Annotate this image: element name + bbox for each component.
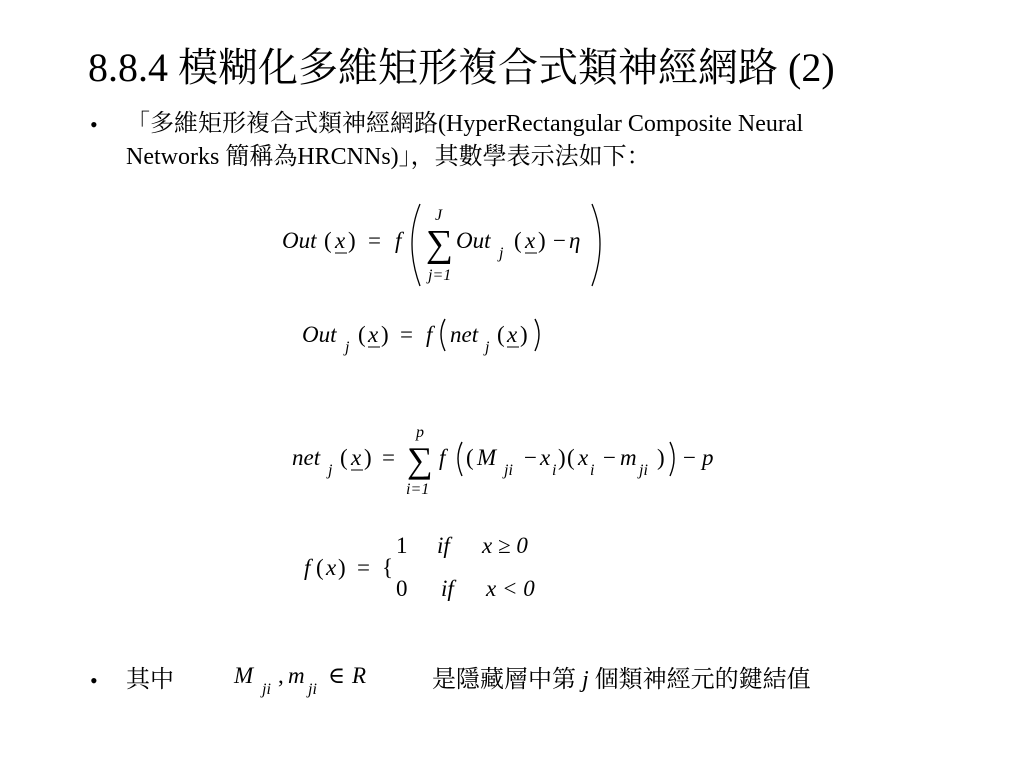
eq5-in: ∈ [328, 663, 346, 688]
eq4-brace: { [382, 555, 394, 580]
eq2-out: Out [302, 322, 337, 347]
eq5-M-sub: ji [262, 681, 271, 698]
eq4-case2-cond: x < 0 [486, 576, 535, 601]
equation-out-sum [280, 198, 620, 293]
bullet-paragraph-1 [126, 108, 938, 174]
bullet-2-prefix: 其中 [126, 667, 174, 693]
equation-out-net [300, 312, 560, 362]
eq1-big-paren-right [592, 204, 600, 286]
equation-net-sum [290, 422, 750, 502]
eq1-inner-sub: j [499, 245, 504, 262]
eq4-case2-value: 0 [396, 576, 408, 601]
eq2-paren-open: ( [358, 322, 366, 347]
eq4-case2-if: if [441, 576, 454, 601]
eq5-m: m [288, 663, 305, 688]
eq1-out: Out [282, 228, 317, 253]
eq3-paren2-open: ( [466, 445, 474, 470]
eq3-minus1: − [524, 445, 537, 470]
eq1-lower-limit: j=1 [428, 267, 452, 284]
eq1-upper-limit: J [435, 207, 443, 224]
eq2-inner-sub: j [485, 339, 490, 356]
eq4-case1-if: if [437, 533, 450, 558]
eq1-inner-paren-close: ) [538, 228, 546, 253]
eq3-minus2: − [603, 445, 616, 470]
eq1-paren-open: ( [324, 228, 332, 253]
eq3-paren4-open: ( [567, 445, 575, 470]
eq3-M-sub: ji [504, 462, 513, 479]
eq3-big-paren-left [458, 442, 462, 476]
eq3-m-sub: ji [639, 462, 648, 479]
eq3-sum-symbol: ∑ [407, 440, 433, 480]
eq1-minus: − [553, 228, 566, 253]
bullet-1-line-1: 「多維矩形複合式類神經網路(HyperRectangular Composite Neural [126, 111, 804, 137]
slide-title: 8.8.4 模糊化多維矩形複合式類神經網路 (2) [88, 45, 835, 90]
eq4-f: f [304, 555, 311, 580]
eq3-equals: = [382, 445, 395, 470]
eq4-case1-cond: x ≥ 0 [482, 533, 528, 558]
bullet-2-j: j [582, 667, 589, 693]
bullet-1-line-2: Networks 簡稱為HRCNNs)」，其數學表示法如下： [126, 144, 651, 170]
eq3-paren3-close: ) [558, 445, 566, 470]
eq4-case1-value: 1 [396, 533, 408, 558]
eq2-inner-paren-close: ) [520, 322, 528, 347]
eq1-x: x [335, 228, 346, 253]
eq2-paren-left [441, 319, 445, 351]
eq3-f: f [439, 445, 446, 470]
eq3-big-paren-right [670, 442, 674, 476]
equation-weights-in-R [230, 656, 390, 700]
eq3-M: M [477, 445, 497, 470]
eq2-paren-close: ) [381, 322, 389, 347]
eq3-upper-limit: p [416, 424, 424, 441]
eq5-m-sub: ji [308, 681, 317, 698]
bullet-2-suffix-b: 個類神經元的鍵結值 [594, 667, 811, 693]
eq5-M: M [234, 663, 254, 688]
eq3-x1-sub: i [552, 462, 557, 479]
eq2-net: net [450, 322, 479, 347]
eq1-equals: = [368, 228, 381, 253]
eq5-R: R [352, 663, 367, 688]
eq4-paren-close: ) [338, 555, 346, 580]
eq2-x: x [368, 322, 379, 347]
eq1-f: f [395, 228, 402, 253]
eq3-minus3: − [683, 445, 696, 470]
eq1-inner-x: x [525, 228, 536, 253]
eq3-x2: x [578, 445, 589, 470]
eq3-x1: x [540, 445, 551, 470]
bullet-2-suffix-a: 是隱藏層中第 [432, 667, 576, 693]
eq3-x2-sub: i [590, 462, 595, 479]
eq3-sub-j: j [328, 462, 333, 479]
eq2-sub-j: j [345, 339, 350, 356]
eq4-equals: = [357, 555, 370, 580]
eq3-p: p [702, 445, 714, 470]
bullet-marker-2: • [90, 668, 98, 693]
eq4-x: x [326, 555, 337, 580]
eq3-paren-close: ) [364, 445, 372, 470]
eq1-paren-close: ) [348, 228, 356, 253]
eq1-eta: η [569, 228, 581, 253]
eq2-inner-x: x [507, 322, 518, 347]
equation-piecewise-f [302, 528, 562, 608]
eq3-m: m [620, 445, 637, 470]
eq3-paren5-close: ) [657, 445, 665, 470]
eq5-comma: , [278, 663, 284, 688]
eq3-paren-open: ( [340, 445, 348, 470]
eq1-inner-out: Out [456, 228, 491, 253]
eq3-lower-limit: i=1 [406, 481, 430, 498]
eq1-inner-paren-open: ( [514, 228, 522, 253]
eq4-paren-open: ( [316, 555, 324, 580]
eq1-sum-symbol: ∑ [426, 223, 454, 265]
eq2-inner-paren-open: ( [497, 322, 505, 347]
eq3-net: net [292, 445, 321, 470]
eq2-f: f [426, 322, 433, 347]
eq2-equals: = [400, 322, 413, 347]
eq2-paren-right [535, 319, 539, 351]
eq3-x: x [351, 445, 362, 470]
eq1-big-paren-left [412, 204, 420, 286]
bullet-marker-1: • [90, 112, 98, 137]
bullet-2-suffix [432, 664, 811, 696]
